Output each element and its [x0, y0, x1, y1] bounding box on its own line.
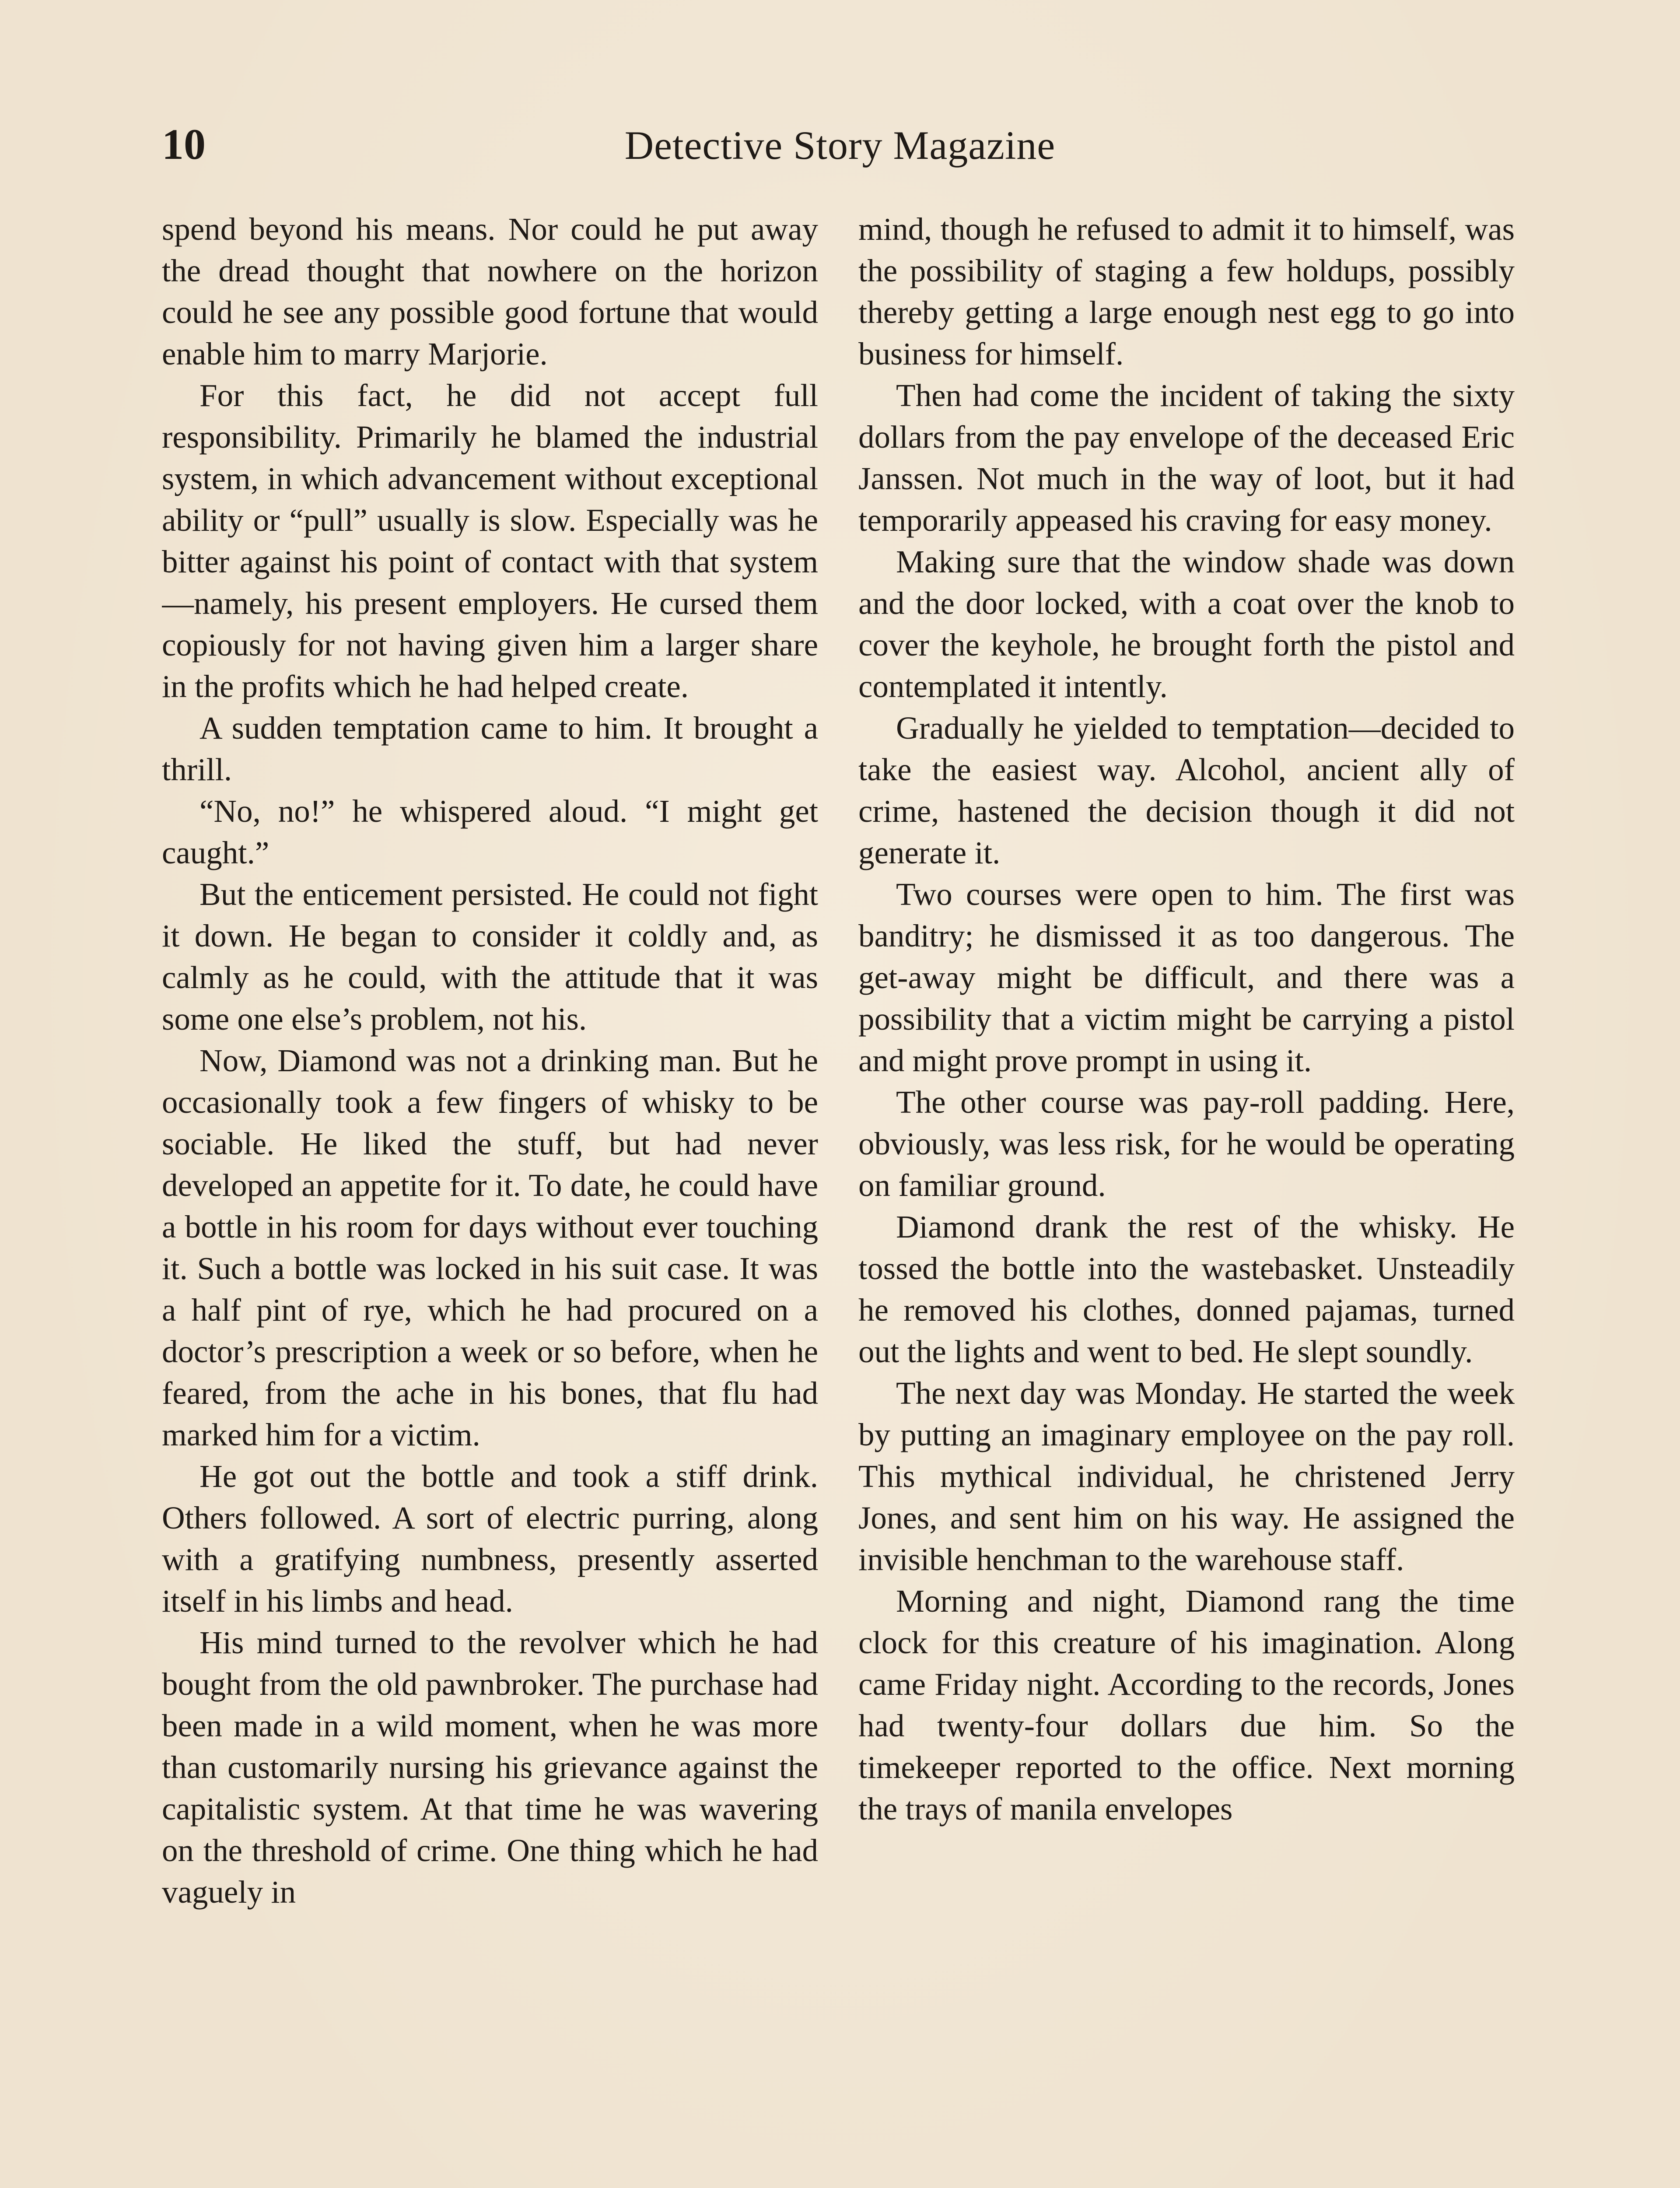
paragraph: The other course was pay-roll padding. Here, obviously, was less risk, for he would be operating on familiar ground.	[858, 1084, 1515, 1203]
paragraph: Gradually he yielded to temptation—decided to take the easiest way. Alcohol, ancient ally of crime, hastened the decision though it did not generate it.	[858, 710, 1515, 870]
paragraph: Morning and night, Diamond rang the time clock for this creature of his imagination. Along came Friday night. According to the records, Jones had twenty-four dollars due him. So the timekeeper reported to the office. Next morning the trays of manila envelopes	[858, 1583, 1515, 1827]
paragraph: mind, though he refused to admit it to himself, was the possibility of staging a few holdups, possibly thereby getting a large enough nest egg to go into business for himself.	[858, 211, 1515, 372]
paragraph: His mind turned to the revolver which he had bought from the old pawnbroker. The purchase had been made in a wild moment, when he was more than customarily nursing his grievance against the capitalistic system. At that time he was wavering on the threshold of crime. One thing which he had vaguely in	[162, 1625, 818, 1910]
paragraph: He got out the bottle and took a stiff drink. Others followed. A sort of electric purring, along with a gratifying numbness, presently asserted itself in his limbs and head.	[162, 1459, 818, 1619]
paragraph: spend beyond his means. Nor could he put away the dread thought that nowhere on the horizon could he see any possible good fortune that would enable him to marry Marjorie.	[162, 211, 818, 372]
paragraph: But the enticement persisted. He could not fight it down. He began to consider it coldly and, as calmly as he could, with the attitude that it was some one else’s problem, not his.	[162, 877, 818, 1037]
running-title: Detective Story Magazine	[624, 123, 1056, 168]
paragraph: Making sure that the window shade was down and the door locked, with a coat over the knob to cover the keyhole, he brought forth the pistol and contemplated it intently.	[858, 544, 1515, 704]
page-header	[162, 118, 1518, 188]
paragraph: Then had come the incident of taking the sixty dollars from the pay envelope of the deceased Eric Janssen. Not much in the way of loot, but it had temporarily appeased his craving for easy money.	[858, 378, 1515, 538]
paragraph: For this fact, he did not accept full responsibility. Primarily he blamed the industrial system, in which advancement without exceptional ability or “pull” usually is slow. Especially was he bitter against his point of contact with that system—namely, his present employers. He cursed them copiously for not having given him a larger share in the profits which he had helped create.	[162, 378, 818, 704]
paragraph: The next day was Monday. He started the week by putting an imaginary employee on the pay roll. This mythical individual, he christened Jerry Jones, and sent him on his way. He assigned the invisible henchman to the warehouse staff.	[858, 1375, 1515, 1577]
page-number: 10	[162, 120, 206, 168]
paragraph: “No, no!” he whispered aloud. “I might get caught.”	[162, 793, 818, 870]
right-column	[858, 208, 1515, 2188]
paragraph: A sudden temptation came to him. It brought a thrill.	[162, 710, 818, 787]
paragraph: Diamond drank the rest of the whisky. He tossed the bottle into the wastebasket. Unsteadily he removed his clothes, donned pajamas, turned out the lights and went to bed. He slept soundly.	[858, 1209, 1515, 1369]
paragraph: Now, Diamond was not a drinking man. But he occasionally took a few fingers of whisky to be sociable. He liked the stuff, but had never developed an appetite for it. To date, he could have a bottle in his room for days without ever touching it. Such a bottle was locked in his suit case. It was a half pint of rye, which he had procured on a doctor’s prescription a week or so before, when he feared, from the ache in his bones, that flu had marked him for a victim.	[162, 1043, 818, 1452]
paragraph: Two courses were open to him. The first was banditry; he dismissed it as too dangerous. The get-away might be difficult, and there was a possibility that a victim might be carrying a pistol and might prove prompt in using it.	[858, 877, 1515, 1078]
left-column	[162, 208, 818, 2188]
